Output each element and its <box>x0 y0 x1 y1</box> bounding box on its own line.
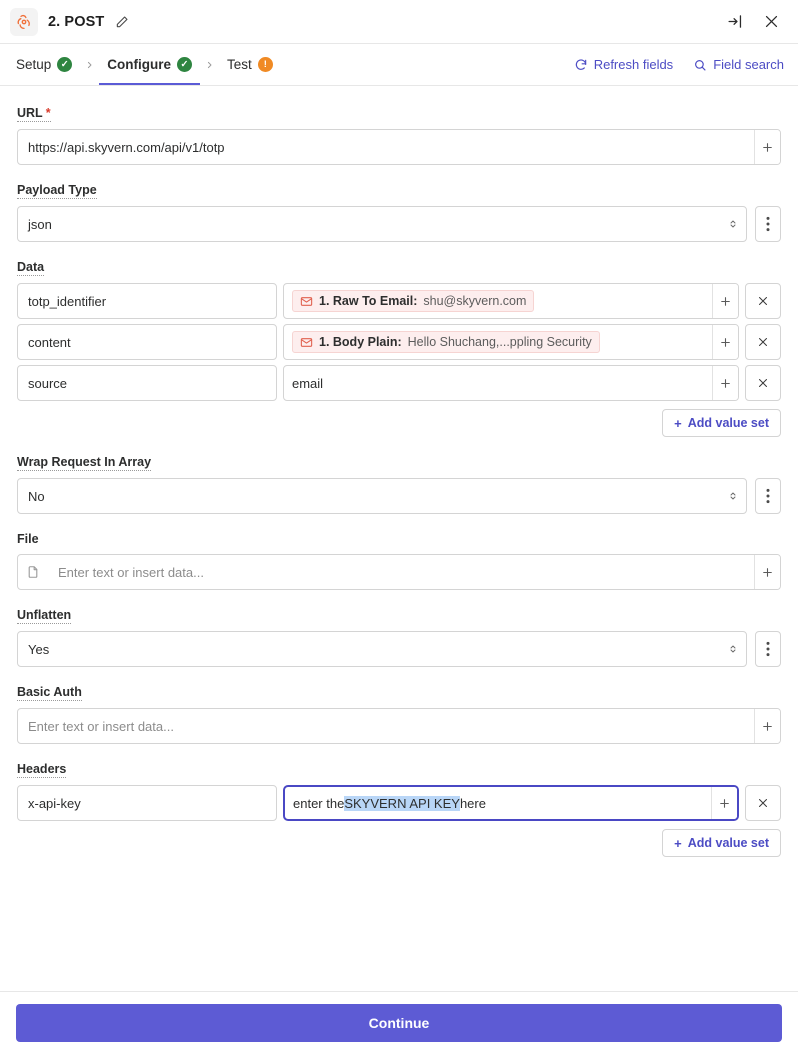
data-remove-row-button-2[interactable] <box>745 324 781 360</box>
chevron-updown-icon[interactable] <box>720 207 746 241</box>
data-key-input-2[interactable]: content <box>17 324 277 360</box>
data-value-inner-1 <box>284 284 712 318</box>
data-add-value-set-wrap <box>17 409 781 437</box>
data-insert-data-button-3[interactable] <box>712 366 738 400</box>
headers-value-inner-1 <box>285 787 711 819</box>
plus-icon-2: + <box>674 835 682 851</box>
open-in-side-panel-icon[interactable] <box>722 9 748 35</box>
data-key-input-1[interactable]: totp_identifier <box>17 283 277 319</box>
close-icon[interactable] <box>758 9 784 35</box>
unflatten-label: Unflatten <box>17 608 72 622</box>
step-setup[interactable] <box>14 44 74 85</box>
file-input[interactable]: Enter text or insert data... <box>58 564 204 580</box>
email-icon <box>300 295 313 308</box>
payload-type-label: Payload Type <box>17 183 97 197</box>
step-setup-badge: ✓ <box>57 57 72 72</box>
headers-row-1 <box>17 785 781 821</box>
data-value-input-2[interactable] <box>283 324 739 360</box>
data-remove-row-button-1[interactable] <box>745 283 781 319</box>
chevron-updown-icon-3[interactable] <box>720 632 746 666</box>
data-add-value-set-label: Add value set <box>687 416 769 430</box>
step-configure-label: Configure <box>107 57 172 72</box>
data-insert-data-button-2[interactable] <box>712 325 738 359</box>
email-icon-2 <box>300 336 313 349</box>
headers-value-prefix: enter the <box>293 795 345 811</box>
data-token-1[interactable] <box>292 290 534 312</box>
data-value-input-3[interactable] <box>283 365 739 401</box>
step-test-badge: ! <box>258 57 273 72</box>
field-data <box>17 258 781 437</box>
field-search-label: Field search <box>713 57 784 72</box>
unflatten-value: Yes <box>28 641 50 657</box>
steps-bar <box>0 44 798 86</box>
url-input[interactable]: https://api.skyvern.com/api/v1/totp <box>28 139 225 155</box>
page-title: 2. POST <box>48 13 105 30</box>
data-row-3 <box>17 365 781 401</box>
data-value-inner-2 <box>284 325 712 359</box>
file-label: File <box>17 532 39 546</box>
zapier-webhook-icon <box>10 8 38 36</box>
footer <box>0 991 798 1058</box>
chevron-updown-icon-2[interactable] <box>720 479 746 513</box>
wrap-request-row <box>17 478 781 514</box>
url-insert-data-button[interactable] <box>754 130 780 164</box>
data-insert-data-button-1[interactable] <box>712 284 738 318</box>
basic-auth-label: Basic Auth <box>17 685 82 699</box>
data-token-value-2: Hello Shuchang,...ppling Security <box>407 335 592 349</box>
wrap-request-select[interactable] <box>17 478 747 514</box>
url-input-wrap[interactable] <box>17 129 781 165</box>
file-insert-data-button[interactable] <box>754 555 780 589</box>
titlebar <box>0 0 798 44</box>
payload-type-row <box>17 206 781 242</box>
field-search-button[interactable] <box>693 44 784 85</box>
file-input-wrap[interactable] <box>17 554 781 590</box>
headers-label: Headers <box>17 762 67 776</box>
headers-remove-row-button-1[interactable] <box>745 785 781 821</box>
wrap-request-label: Wrap Request In Array <box>17 455 152 469</box>
field-basic-auth <box>17 683 781 744</box>
payload-type-select[interactable] <box>17 206 747 242</box>
unflatten-more-menu[interactable] <box>755 631 781 667</box>
refresh-fields-button[interactable] <box>574 44 673 85</box>
refresh-fields-label: Refresh fields <box>593 57 674 72</box>
data-key-input-3[interactable]: source <box>17 365 277 401</box>
headers-value-input-1[interactable] <box>283 785 739 821</box>
field-file <box>17 530 781 590</box>
refresh-icon <box>574 58 588 72</box>
url-label: URL * <box>17 106 51 120</box>
url-required-marker: * <box>45 106 51 120</box>
data-row-2 <box>17 324 781 360</box>
basic-auth-input[interactable]: Enter text or insert data... <box>28 718 174 734</box>
data-value-inner-3: email <box>292 375 324 391</box>
configure-form <box>0 86 798 991</box>
data-add-value-set-button[interactable] <box>662 409 781 437</box>
plus-icon: + <box>674 415 682 431</box>
step-test[interactable] <box>225 44 275 85</box>
headers-value-selected: SKYVERN API KEY <box>344 795 460 811</box>
payload-type-value: json <box>28 216 52 232</box>
payload-type-more-menu[interactable] <box>755 206 781 242</box>
field-headers <box>17 760 781 857</box>
step-configure-badge: ✓ <box>177 57 192 72</box>
data-token-label-1: 1. Raw To Email: <box>319 294 418 308</box>
wrap-request-value: No <box>28 488 45 504</box>
unflatten-row <box>17 631 781 667</box>
headers-add-value-set-button[interactable] <box>662 829 781 857</box>
data-row-1 <box>17 283 781 319</box>
headers-insert-data-button-1[interactable] <box>711 787 737 819</box>
unflatten-select[interactable] <box>17 631 747 667</box>
data-value-input-1[interactable] <box>283 283 739 319</box>
step-configure[interactable] <box>105 44 194 85</box>
wrap-request-more-menu[interactable] <box>755 478 781 514</box>
steps-spacer <box>275 44 554 85</box>
field-payload-type <box>17 181 781 242</box>
basic-auth-insert-data-button[interactable] <box>754 709 780 743</box>
headers-key-input-1[interactable]: x-api-key <box>17 785 277 821</box>
data-token-value-1: shu@skyvern.com <box>423 294 527 308</box>
data-token-label-2: 1. Body Plain: <box>319 335 402 349</box>
field-wrap-request-in-array <box>17 453 781 514</box>
headers-value-suffix: here <box>459 795 486 811</box>
chevron-right-icon <box>74 44 105 85</box>
step-setup-label: Setup <box>16 57 52 72</box>
field-url <box>17 104 781 165</box>
field-unflatten <box>17 606 781 667</box>
headers-add-value-set-label: Add value set <box>687 836 769 850</box>
search-icon <box>693 58 707 72</box>
data-label: Data <box>17 260 45 274</box>
step-test-label: Test <box>227 57 252 72</box>
headers-add-value-set-wrap <box>17 829 781 857</box>
continue-button[interactable]: Continue <box>16 1004 782 1042</box>
pencil-icon[interactable] <box>112 12 132 32</box>
data-token-2[interactable] <box>292 331 600 353</box>
basic-auth-input-wrap[interactable] <box>17 708 781 744</box>
file-icon <box>18 555 48 589</box>
chevron-right-icon-2 <box>194 44 225 85</box>
data-remove-row-button-3[interactable] <box>745 365 781 401</box>
